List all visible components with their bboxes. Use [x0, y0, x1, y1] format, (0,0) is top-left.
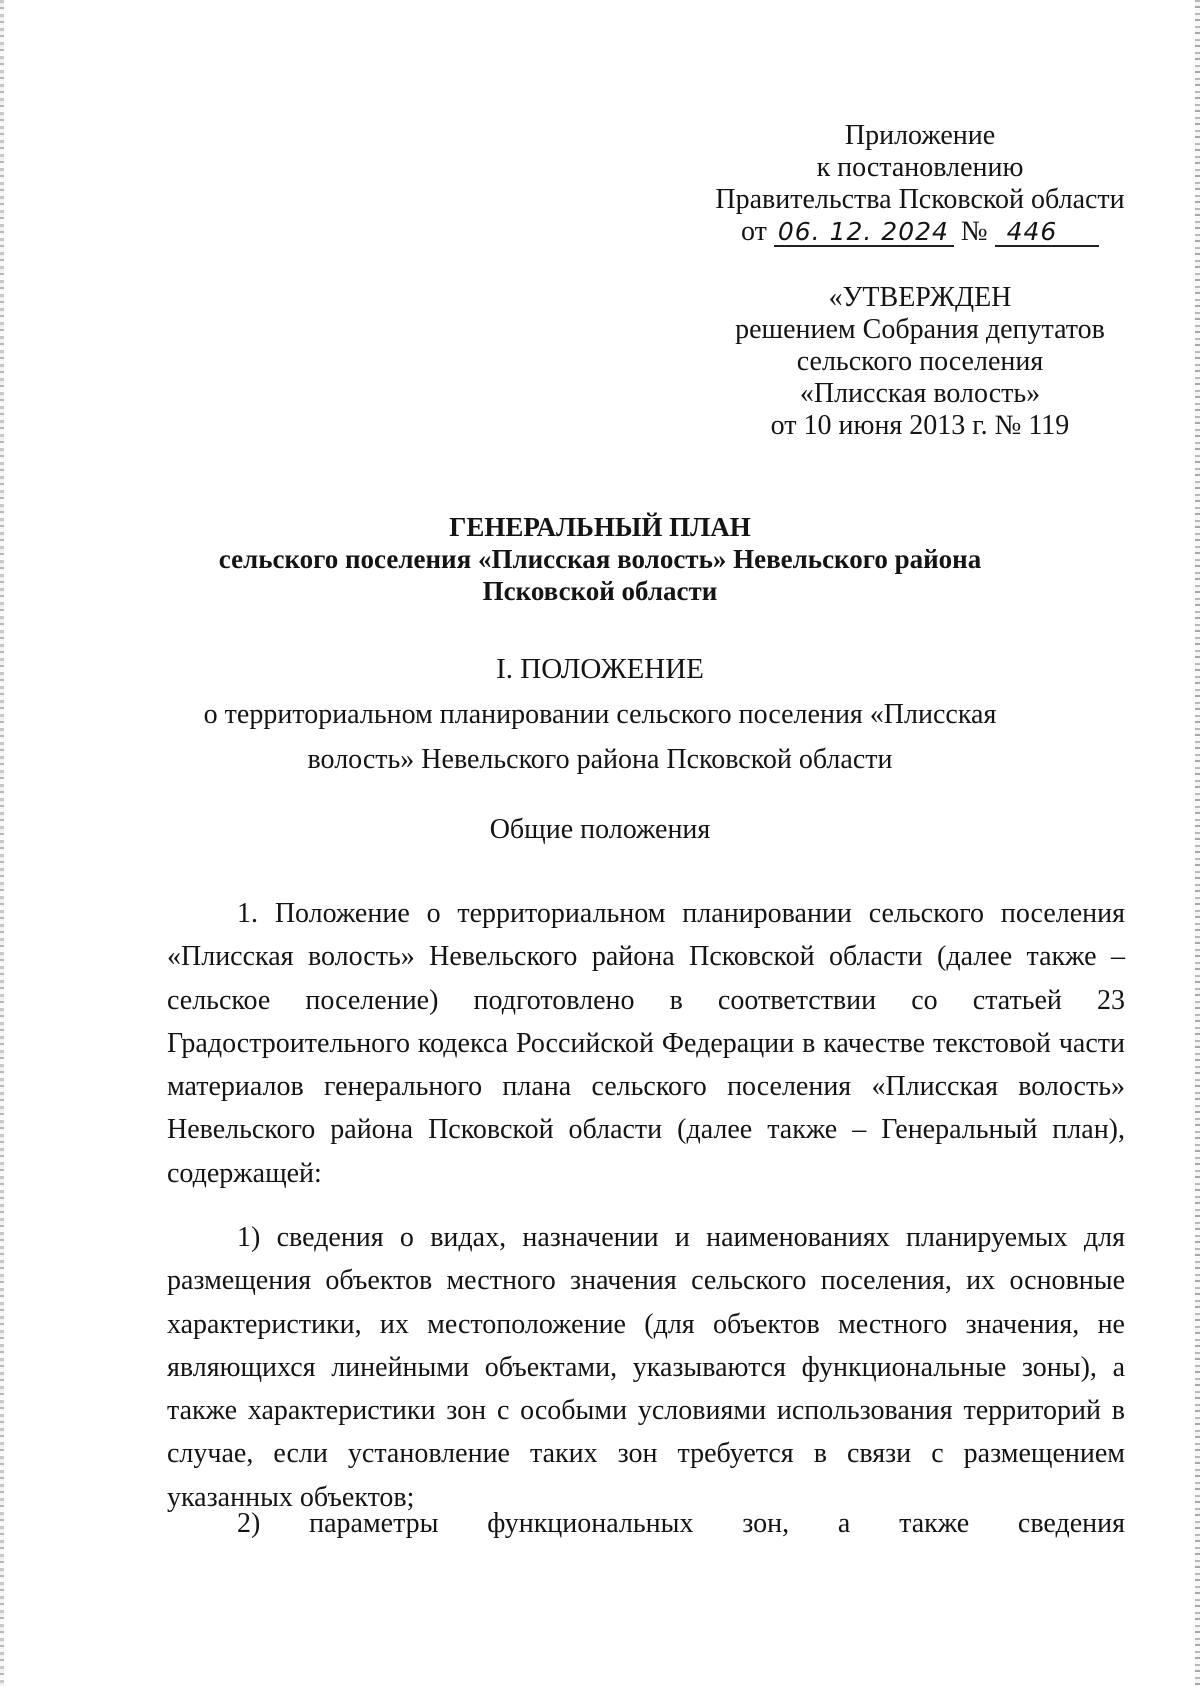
paragraph-2-text: 1) сведения о видах, назначении и наименованиях планируемых для размещения объектов местного значения сельского поселения, их основные характеристики, их местоположение (для объектов местного значения, не являющихся линейными объектами, указываются функциональные зоны), а также характеристики зон с особыми условиями использования территорий в случае, если установление таких зон требуется в связи с размещением указанных объектов; [167, 1222, 1125, 1513]
title-line-1: ГЕНЕРАЛЬНЫЙ ПЛАН [449, 512, 751, 542]
paragraph-1-text: 1. Положение о территориальном планировании сельского поселения «Плисская волость» Невельского района Псковской области (далее также – сельское поселение) подготовлено в соответствии со статьей 23 Градостроительного кодекса Российской Федерации в качестве текстовой части материалов генерального плана сельского поселения «Плисская волость» Невельского района Псковской области (далее также – Генеральный план), содержащей: [167, 898, 1125, 1189]
section-subtitle [120, 692, 1080, 782]
document-title [100, 511, 1100, 607]
paragraph-1 [167, 892, 1125, 1195]
paragraph-3 [167, 1502, 1125, 1545]
annex-line-2: к постановлению [816, 152, 1024, 183]
title-line-2: сельского поселения «Плисская волость» Невельского района [218, 544, 982, 574]
approved-line-5: от 10 июня 2013 г. № 119 [770, 410, 1070, 441]
approval-stamp-block [690, 282, 1150, 442]
scan-edge-left [0, 0, 4, 1686]
paragraph-3-text: 2) параметры функциональных зон, а также сведения [237, 1508, 1125, 1539]
handwritten-date: 06. 12. 2024 [774, 219, 954, 247]
number-sign: № [960, 216, 988, 247]
section-subtitle-line-1: о территориальном планировании сельского поселения «Плисская [203, 699, 997, 730]
annex-block [690, 120, 1150, 248]
approved-line-4: «Плисская волость» [799, 378, 1041, 409]
title-line-3: Псковской области [482, 576, 718, 606]
paragraph-2 [167, 1216, 1125, 1519]
annex-date-line [690, 216, 1150, 248]
approved-line-1: «УТВЕРЖДЕН [828, 282, 1012, 313]
annex-line-1: Приложение [844, 120, 996, 151]
approved-line-3: сельского поселения [796, 346, 1044, 377]
section-subtitle-line-2: волость» Невельского района Псковской области [307, 744, 893, 775]
section-heading: I. ПОЛОЖЕНИЕ [496, 653, 704, 685]
approved-line-2: решением Собрания депутатов [735, 314, 1105, 345]
general-provisions-heading: Общие положения [489, 814, 711, 845]
date-prefix: от [741, 216, 767, 247]
scan-edge-right [1195, 0, 1200, 1686]
handwritten-number: 446 [995, 219, 1099, 247]
annex-line-3: Правительства Псковской области [715, 184, 1125, 215]
